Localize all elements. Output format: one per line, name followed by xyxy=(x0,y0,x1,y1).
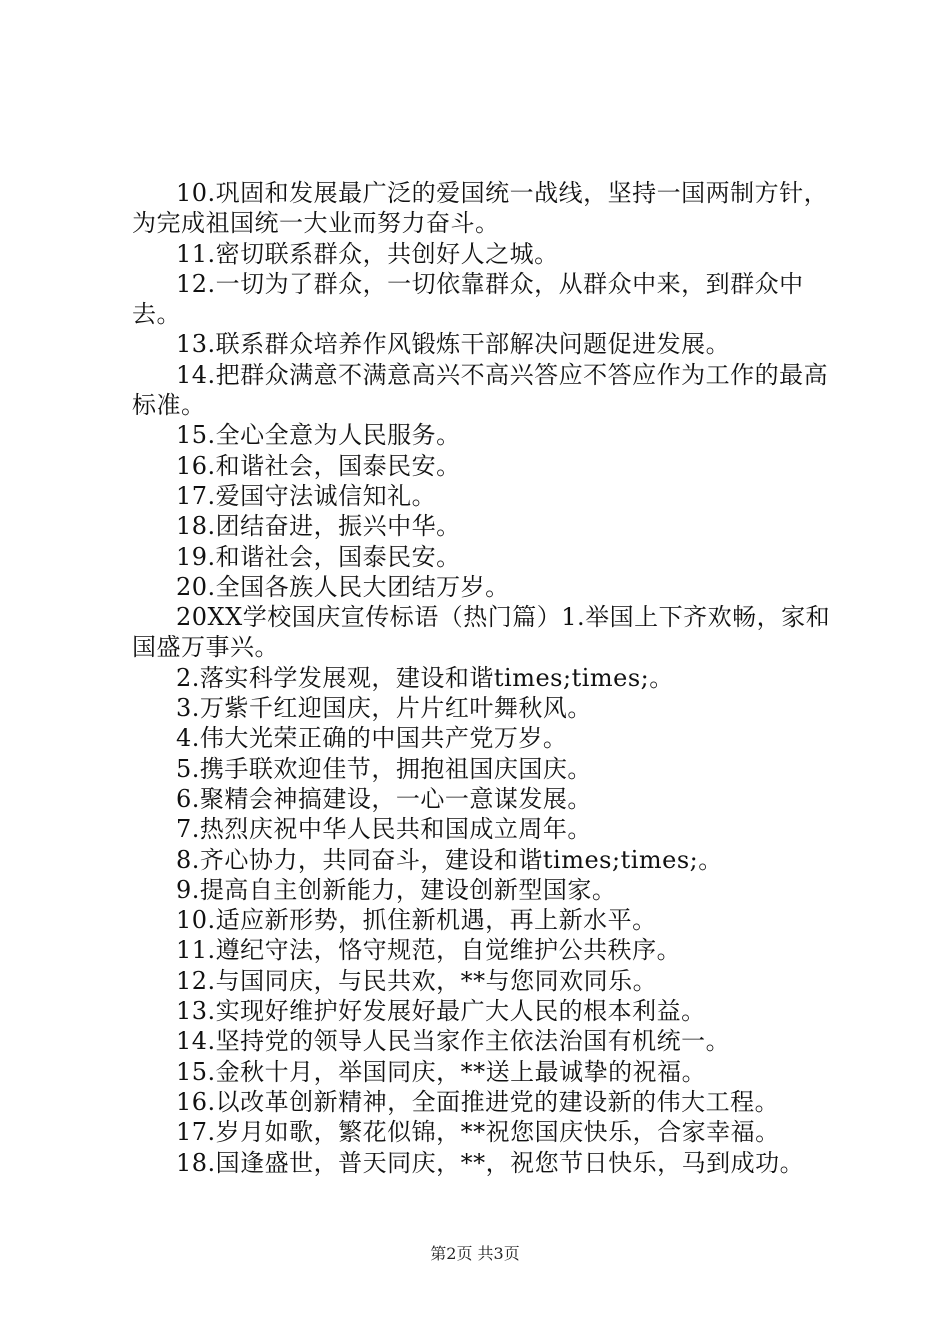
paragraph-10: 19.和谐社会，国泰民安。 xyxy=(176,542,461,571)
paragraph-23: 12.与国同庆，与民共欢，**与您同欢同乐。 xyxy=(176,966,658,995)
section-heading-paragraph: 20XX学校国庆宣传标语（热门篇）1.举国上下齐欢畅，家和国盛万事兴。 xyxy=(132,603,831,662)
paragraph-1: 10.巩固和发展最广泛的爱国统一战线，坚持一国两制方针，为完成祖国统一大业而努力奋斗。 xyxy=(132,179,829,238)
paragraph-2: 11.密切联系群众，共创好人之城。 xyxy=(176,239,559,268)
paragraph-14: 3.万紫千红迎国庆，片片红叶舞秋风。 xyxy=(176,694,592,723)
paragraph-27: 16.以改革创新精神，全面推进党的建设新的伟大工程。 xyxy=(176,1087,780,1116)
paragraph-29: 18.国逢盛世，普天同庆，**，祝您节日快乐，马到成功。 xyxy=(176,1148,805,1177)
paragraph-15: 4.伟大光荣正确的中国共产党万岁。 xyxy=(176,724,568,753)
paragraph-9: 18.团结奋进，振兴中华。 xyxy=(176,512,461,541)
paragraph-7: 16.和谐社会，国泰民安。 xyxy=(176,451,461,480)
paragraph-26: 15.金秋十月，举国同庆，**送上最诚挚的祝福。 xyxy=(176,1057,707,1086)
paragraph-3: 12.一切为了群众，一切依靠群众，从群众中来，到群众中去。 xyxy=(132,269,804,329)
paragraph-16: 5.携手联欢迎佳节，拥抱祖国庆国庆。 xyxy=(176,754,592,783)
paragraph-24: 13.实现好维护好发展好最广大人民的根本利益。 xyxy=(176,997,706,1026)
paragraph-13: 2.落实科学发展观，建设和谐times;times;。 xyxy=(176,663,674,692)
paragraph-20: 9.提高自主创新能力，建设创新型国家。 xyxy=(176,875,617,904)
paragraph-4: 13.联系群众培养作风锻炼干部解决问题促进发展。 xyxy=(176,330,731,359)
paragraph-11: 20.全国各族人民大团结万岁。 xyxy=(176,572,510,601)
document-body xyxy=(132,178,832,1178)
paragraph-21: 10.适应新形势，抓住新机遇，再上新水平。 xyxy=(176,906,657,935)
paragraph-6: 15.全心全意为人民服务。 xyxy=(176,421,461,450)
paragraph-19: 8.齐心协力，共同奋斗，建设和谐times;times;。 xyxy=(176,845,723,874)
paragraph-22: 11.遵纪守法，恪守规范，自觉维护公共秩序。 xyxy=(176,936,682,965)
paragraph-8: 17.爱国守法诚信知礼。 xyxy=(176,481,437,510)
paragraph-18: 7.热烈庆祝中华人民共和国成立周年。 xyxy=(176,815,592,844)
paragraph-28: 17.岁月如歌，繁花似锦，**祝您国庆快乐，合家幸福。 xyxy=(176,1118,780,1147)
paragraph-17: 6.聚精会神搞建设，一心一意谋发展。 xyxy=(176,784,592,813)
paragraph-25: 14.坚持党的领导人民当家作主依法治国有机统一。 xyxy=(176,1027,731,1056)
page-number-footer: 第2页 共3页 xyxy=(430,1244,520,1263)
paragraph-5: 14.把群众满意不满意高兴不高兴答应不答应作为工作的最高标准。 xyxy=(132,360,829,420)
